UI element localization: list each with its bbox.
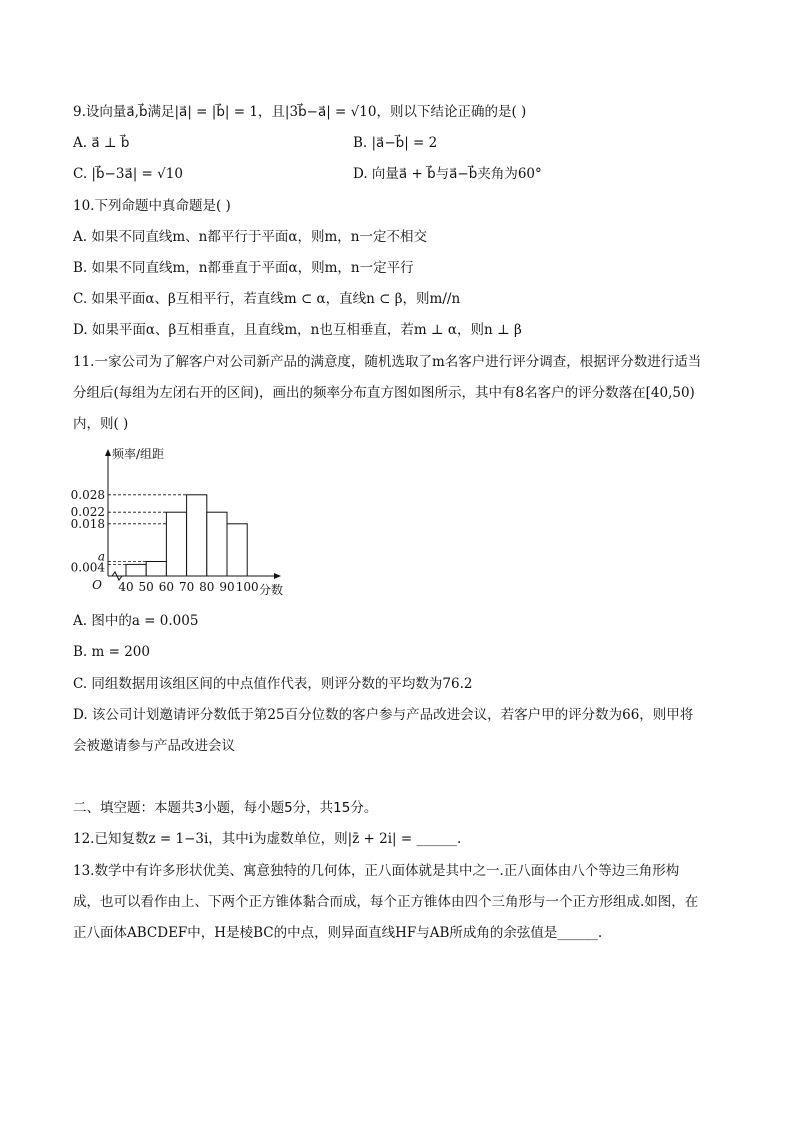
q10-option-b: B. 如果不同直线m，n都垂直于平面α，则m，n一定平行: [73, 260, 414, 276]
q13-line-1: 13.数学中有许多形状优美、寓意独特的几何体，正八面体就是其中之一.正八面体由八个等边三角形构: [73, 863, 680, 879]
q11-option-c: C. 同组数据用该组区间的中点值作代表，则评分数的平均数为76.2: [73, 676, 473, 692]
x-tick-label: 90: [219, 580, 235, 594]
histogram-bar: [187, 495, 207, 576]
y-tick-label: 0.022: [70, 505, 105, 520]
y-tick-label: 0.004: [70, 560, 105, 575]
q9-option-d: D. 向量a⃗ + b⃗与a⃗−b⃗夹角为60°: [353, 166, 542, 182]
x-tick-label: 70: [178, 580, 195, 594]
origin-label: O: [92, 578, 102, 592]
x-axis-title: 分数: [259, 583, 284, 597]
q11-option-a: A. 图中的a = 0.005: [73, 613, 199, 629]
q13-line-3: 正八面体ABCDEF中，H是棱BC的中点，则异面直线HF与AB所成角的余弦值是______.: [73, 925, 603, 941]
histogram-bar: [166, 512, 186, 576]
question-12: 12.已知复数z = 1−3i，其中i为虚数单位，则|z̄ + 2i| = ______.: [73, 831, 462, 847]
q11-stem-line-1: 11.一家公司为了解客户对公司新产品的满意度，随机选取了m名客户进行评分调查，根据评分数进行适当: [73, 354, 702, 370]
histogram-bar: [227, 524, 247, 576]
histogram-bar: [126, 564, 146, 576]
x-tick-label: 80: [199, 580, 215, 594]
x-tick-label: 60: [158, 580, 175, 594]
q11-option-b: B. m = 200: [73, 644, 150, 660]
x-tick-label: 40: [118, 580, 134, 594]
q11-option-d-line-1: D. 该公司计划邀请评分数低于第25百分位数的客户参与产品改进会议，若客户甲的评分数为66，则甲将: [73, 707, 694, 723]
frequency-histogram: [62, 442, 302, 602]
histogram-bar: [146, 562, 166, 577]
q10-option-c: C. 如果平面α、β互相平行，若直线m ⊂ α，直线n ⊂ β，则m//n: [73, 291, 461, 307]
q11-stem-line-2: 分组后(每组为左闭右开的区间)，画出的频率分布直方图如图所示，其中有8名客户的评分数落在[40,50): [73, 385, 695, 401]
y-tick-label: a: [97, 549, 105, 564]
q11-option-d-line-2: 会被邀请参与产品改进会议: [73, 738, 235, 754]
q11-stem-line-3: 内，则( ): [73, 416, 129, 432]
q9-option-c: C. |b⃗−3a⃗| = √10: [73, 166, 183, 182]
y-tick-label: 0.018: [70, 516, 105, 531]
y-tick-label: 0.028: [70, 487, 105, 502]
histogram-bars: [126, 495, 247, 576]
q9-option-b: B. |a⃗−b⃗| = 2: [353, 135, 438, 151]
q10-option-a: A. 如果不同直线m、n都平行于平面α，则m，n一定不相交: [73, 229, 427, 245]
q13-line-2: 成，也可以看作由上、下两个正方锥体黏合而成，每个正方锥体由四个三角形与一个正方形组成.如图，在: [73, 894, 699, 910]
q10-option-d: D. 如果平面α、β互相垂直，且直线m，n也互相垂直，若m ⊥ α，则n ⊥ β: [73, 322, 522, 338]
x-axis-arrow: [274, 573, 281, 579]
section-2-heading: 二、填空题：本题共3小题，每小题5分，共15分。: [73, 800, 378, 816]
q9-stem: 9.设向量a⃗,b⃗满足|a⃗| = |b⃗| = 1，且|3b⃗−a⃗| = √10，则以下结论正确的是( ): [73, 104, 527, 120]
x-tick-label: 50: [138, 580, 154, 594]
x-tick-label: 100: [235, 580, 259, 594]
histogram-bar: [207, 512, 227, 576]
y-axis-title: 频率/组距: [112, 447, 165, 461]
q9-option-a: A. a⃗ ⊥ b⃗: [73, 135, 130, 151]
y-axis-arrow: [105, 449, 111, 456]
q10-stem: 10.下列命题中真命题是( ): [73, 198, 231, 214]
